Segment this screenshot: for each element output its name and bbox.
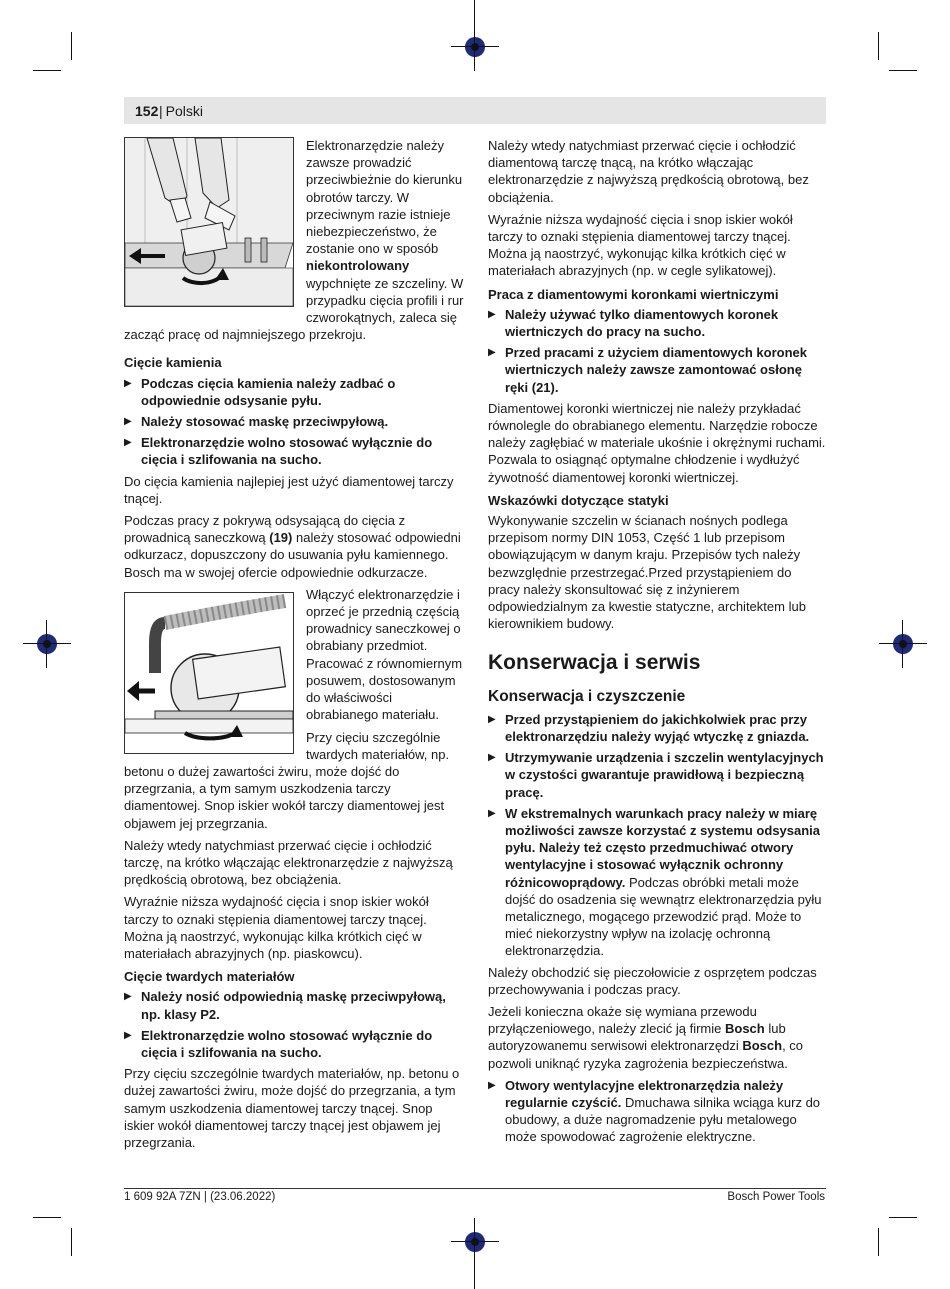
guide-sled-paragraph: Włączyć elektronarzędzie i oprzeć je przednią częścią prowadnicy saneczkowej o obrabiany przedmiot. Pracować z równomiernym posuwem, dostosowanym do właściwości obrabianego materiału. <box>306 586 463 723</box>
hard-materials-heading: Cięcie twardych materiałów <box>124 969 295 985</box>
stone-paragraph-vacuum <box>124 512 464 581</box>
cable-replacement-paragraph <box>488 1003 826 1072</box>
cleaning-bullet-bold: W ekstremalnych warunkach pracy należy w miarę możliwości zawsze korzystać z systemu odsysania pyłu. Należy też często przedmuchiwać otwory wentylacyjne i stosować wyłącznik ochronny różnicowoprądowy. <box>505 805 821 890</box>
registration-mark-bottom <box>465 1232 485 1252</box>
core-drill-heading: Praca z diamentowymi koronkami wiertniczymi <box>488 286 779 302</box>
cleaning-bullet: ▶ Przed przystąpieniem do jakichkolwiek prac przy elektronarzędziu należy wyjąć wtyczkę z gniazda. <box>488 711 826 745</box>
crop-mark <box>878 1228 879 1256</box>
vacuum-text-end: należy stosować odpowiedni odkurzacz, dopuszczony do usuwania pyłu kamiennego. Bosch ma w swojej ofercie odpowiednie odkurzacze. <box>124 530 461 580</box>
cleaning-bullet-text: Podczas obróbki metali może dojść do osadzenia się wewnątrz elektronarzędzia pyłu metalicznego, mogącego przewodzić prąd. Może to mieć niekorzystny wpływ na izolację ochronną elektronarzędzia. <box>505 874 822 959</box>
registration-mark-left <box>37 634 57 654</box>
intro-text: Elektronarzędzie należy zawsze prowadzić przeciwbieżnie do kierunku obrotów tarczy. W przeciwnym razie istnieje niebezpieczeństwo, że zostanie ono w sposób <box>306 138 463 257</box>
left-column <box>124 137 464 1156</box>
registration-mark-top <box>465 37 485 57</box>
sharpening-paragraph: Wyraźnie niższa wydajność cięcia i snop iskier wokół tarczy to oznaki stępienia diamentowej tarczy tnącej. Można ją naostrzyć, wykonując kilka krótkich cięć w materiałach abrazyjnych (np. piaskowcu). <box>124 894 429 961</box>
statics-paragraph: Wykonywanie szczelin w ścianach nośnych podlega przepisom normy DIN 1053, Część 1 lub przepisom obowiązującym w danym kraju. Przepisów tych należy bezwzględnie przestrzegać.Przed przystąpieniem do pracy należy skonsultować się z inżynierem odpowiedzialnym za kwestie statyczne, architektem lub kierownikiem budowy. <box>488 513 806 632</box>
footer-rule <box>124 1188 826 1189</box>
registration-mark-right <box>893 634 913 654</box>
core-drill-paragraph: Diamentowej koronki wiertniczej nie należy przykładać równolegle do obrabianego elementu. Narzędzie robocze należy zagłębiać w materiale ukośnie i okrężnymi ruchami. Pozwala to osiągnąć optymalne chłodzenie i wydłużyć żywotność diamentowej koronki wiertniczej. <box>488 400 826 485</box>
cooling-paragraph-right: Należy wtedy natychmiast przerwać cięcie i ochłodzić diamentową tarczę tnącą, na krótko włączając elektronarzędzie z najwyższą prędkością obrotową, bez obciążenia. <box>488 138 809 205</box>
crop-mark <box>889 1217 917 1218</box>
hard-materials-bullet: ▶ Elektronarzędzie wolno stosować wyłącznie do cięcia i szlifowania na sucho. <box>124 1027 464 1061</box>
figure-guide-sled <box>124 592 294 754</box>
crop-mark <box>33 70 61 71</box>
page-number: 152 <box>135 103 159 119</box>
maintenance-heading: Konserwacja i serwis <box>488 651 701 675</box>
cable-text-end: , co pozwoli uniknąć ryzyka zagrożenia bezpieczeństwa. <box>488 1038 804 1071</box>
cooling-paragraph: Należy wtedy natychmiast przerwać cięcie i ochłodzić tarczę, na krótko włączając elektronarzędzie z najwyższą prędkością obrotową, bez obciążenia. <box>124 837 453 888</box>
crop-mark <box>889 70 917 71</box>
vent-bullet <box>488 1077 826 1146</box>
brand-name: Bosch <box>742 1038 783 1054</box>
crop-mark <box>33 1217 61 1218</box>
page-language <box>159 103 203 119</box>
hard-materials-paragraph: Przy cięciu szczególnie twardych materiałów, np. betonu o dużej zawartości żwiru, może dojść do przegrzania, a tym samym uszkodzenia diamentowej tarczy tnącej. Snop iskier wokół diamentowej tarczy tnącej jest objawem jej przegrzania. <box>124 1066 460 1150</box>
core-drill-bullet: ▶ Przed pracami z użyciem diamentowych koronek wiertniczych należy zawsze zamontować osłonę ręki (21). <box>488 344 826 396</box>
language-label: Polski <box>165 103 203 119</box>
cleaning-bullet: ▶ Utrzymywanie urządzenia i szczelin wentylacyjnych w czystości gwarantuje prawidłową i bezpieczną pracę. <box>488 749 826 801</box>
crop-mark <box>878 32 879 60</box>
stone-bullet: ▶ Elektronarzędzie wolno stosować wyłącznie do cięcia i szlifowania na sucho. <box>124 434 464 468</box>
intro-text-end: wypchnięte ze szczeliny. W przypadku cięcia profili i rur czworokątnych, zaleca się zacząć pracę od najmniejszego przekroju. <box>124 275 464 343</box>
crop-mark <box>71 1228 72 1256</box>
footer-brand: Bosch Power Tools <box>727 1191 825 1203</box>
stone-bullet: ▶ Należy stosować maskę przeciwpyłową. <box>124 413 464 430</box>
sharpening-paragraph-right: Wyraźnie niższa wydajność cięcia i snop iskier wokół tarczy to oznaki stępienia diamentowej tarczy tnącej. Można ją naostrzyć, wykonując kilka krótkich cięć w materiałach abrazyjnych (np. w cegle sylikatowej). <box>488 211 793 279</box>
accessory-care-paragraph: Należy obchodzić się pieczołowicie z osprzętem podczas przechowywania i podczas pracy. <box>488 964 817 997</box>
stone-paragraph: Do cięcia kamienia najlepiej jest użyć diamentowej tarczy tnącej. <box>124 473 454 506</box>
hard-material-paragraph: Przy cięciu szczególnie twardych materiałów, np. betonu o dużej zawartości żwiru, może dojść do przegrzania, a tym samym uszkodzenia tarczy diamentowej. Snop iskier wokół tarczy diamentowej jest objawem jej przegrzania. <box>124 729 450 831</box>
stone-bullet: ▶ Podczas cięcia kamienia należy zadbać o odpowiednie odsysanie pyłu. <box>124 375 464 409</box>
vent-bullet-bold: Otwory wentylacyjne elektronarzędzia należy regularnie czyścić. <box>505 1077 784 1110</box>
part-reference: (19) <box>269 530 293 546</box>
crop-mark <box>71 32 72 60</box>
cleaning-heading: Konserwacja i czyszczenie <box>488 688 686 706</box>
core-drill-bullet: ▶ Należy używać tylko diamentowych koronek wiertniczych do pracy na sucho. <box>488 306 826 340</box>
figure-cutting-direction <box>124 137 294 307</box>
hard-materials-bullet: ▶ Należy nosić odpowiednią maskę przeciwpyłową, np. klasy P2. <box>124 988 464 1022</box>
cleaning-bullet <box>488 805 826 960</box>
cable-text: Jeżeli konieczna okaże się wymiana przewodu przyłączeniowego, należy zlecić ją firmie <box>488 1003 757 1037</box>
guide-sled-illustration <box>125 593 293 753</box>
vacuum-text: Podczas pracy z pokrywą odsysającą do cięcia z prowadnicą saneczkową <box>124 513 406 546</box>
footer-document-id: 1 609 92A 7ZN | (23.06.2022) <box>124 1191 276 1203</box>
right-column <box>488 137 826 1150</box>
page-header-bar <box>124 97 826 124</box>
vent-bullet-text: Dmuchawa silnika wciąga kurz do obudowy, a duże nagromadzenie pyłu metalowego może spowodować zagrożenie elektryczne. <box>505 1094 821 1145</box>
cutting-direction-illustration <box>125 138 293 306</box>
intro-bold: niekontrolowany <box>306 258 410 274</box>
stone-heading: Cięcie kamienia <box>124 355 222 371</box>
brand-name: Bosch <box>724 1021 765 1037</box>
cable-text-mid: lub autoryzowanemu serwisowi elektronarzędzi <box>488 1021 786 1054</box>
statics-heading: Wskazówki dotyczące statyki <box>488 492 669 508</box>
